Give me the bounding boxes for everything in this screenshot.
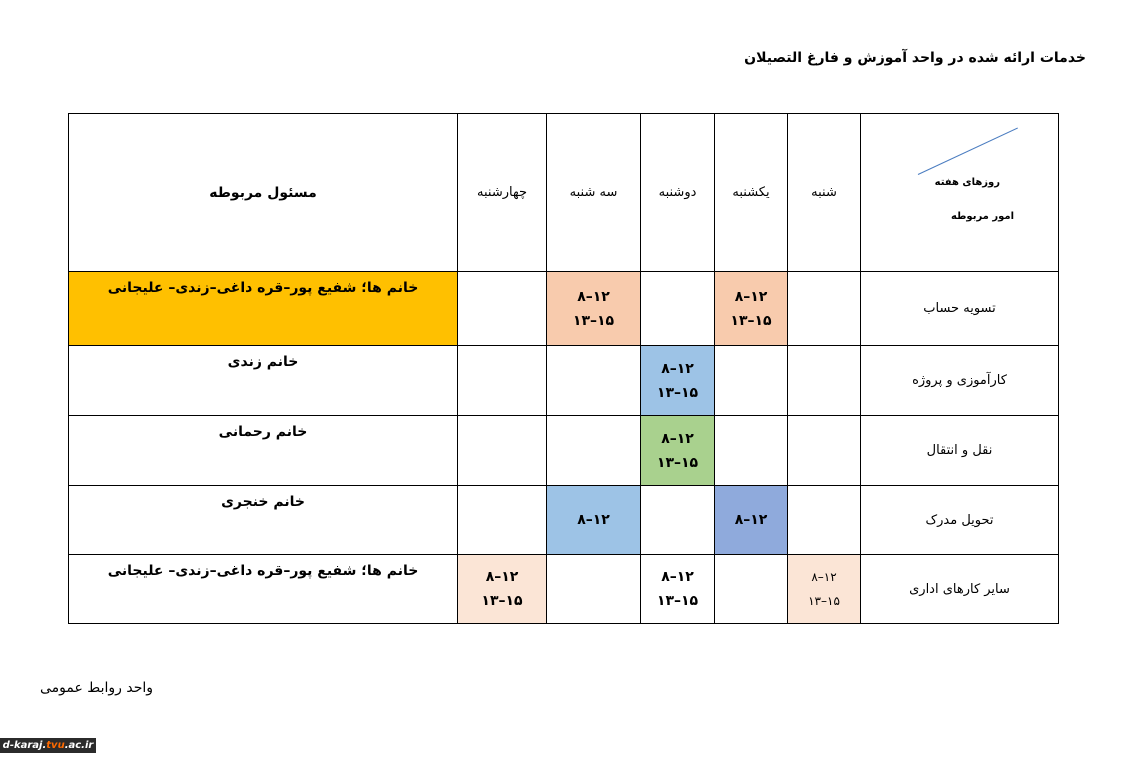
slot-time-2: ۱۵–۱۳ xyxy=(730,312,772,329)
watermark-prefix: d-karaj. xyxy=(2,740,47,751)
slot-other-sun xyxy=(714,554,788,624)
slot-time-1: ۱۲–۸ xyxy=(661,569,694,585)
day-header-tue: سه شنبه xyxy=(546,113,641,272)
responsible-cell-other: خانم ها؛ شفیع پور–قره داغی–زندی– علیجانی xyxy=(68,554,458,624)
slot-transfer-tue xyxy=(546,415,641,486)
day-header-sat: شنبه xyxy=(787,113,861,272)
slot-time-2: ۱۵–۱۳ xyxy=(656,454,699,471)
task-cell-other: سایر کارهای اداری xyxy=(860,554,1059,624)
responsible-cell-internship: خانم زندی xyxy=(68,345,458,416)
watermark-suffix: .ac.ir xyxy=(64,740,94,751)
slot-transfer-wed xyxy=(457,415,547,486)
responsible-cell-transfer: خانم رحمانی xyxy=(68,415,458,486)
slot-time-1: ۱۲–۸ xyxy=(661,360,694,377)
page-title: خدمات ارائه شده در واحد آموزش و فارغ التصیلان xyxy=(744,50,1086,66)
slot-time-1: ۱۲–۸ xyxy=(485,569,519,585)
slot-internship-mon xyxy=(640,345,715,416)
watermark-accent: tvu xyxy=(46,740,65,751)
day-header-wed: چهارشنبه xyxy=(457,113,547,272)
site-watermark xyxy=(0,738,96,753)
slot-certificate-tue xyxy=(546,485,641,555)
responsible-cell-settlement: خانم ها؛ شفیع پور–قره داغی–زندی– علیجانی xyxy=(68,271,458,346)
slot-time-1: ۱۲–۸ xyxy=(577,288,610,305)
corner-diagonal-line xyxy=(918,128,1018,175)
slot-transfer-sun xyxy=(714,415,788,486)
slot-time-2: ۱۵–۱۳ xyxy=(808,594,840,608)
slot-internship-sat xyxy=(787,345,861,416)
slot-time-2: ۱۵–۱۳ xyxy=(656,384,699,401)
corner-header-cell xyxy=(860,113,1059,272)
schedule-table xyxy=(69,114,1060,625)
slot-time-1: ۱۲–۸ xyxy=(734,512,768,528)
task-cell-internship: کارآموزی و پروژه xyxy=(860,345,1059,416)
slot-other-tue xyxy=(546,554,641,624)
footer-signature: واحد روابط عمومی xyxy=(40,680,153,696)
slot-certificate-sat xyxy=(787,485,861,555)
task-cell-settlement: تسویه حساب xyxy=(860,271,1059,346)
slot-time-1: ۱۲–۸ xyxy=(577,512,610,528)
slot-settlement-mon xyxy=(640,271,715,346)
day-header-mon: دوشنبه xyxy=(640,113,715,272)
slot-time-1: ۱۲–۸ xyxy=(734,288,768,305)
slot-other-sat xyxy=(787,554,861,624)
corner-tasks-label: امور مربوطه xyxy=(950,211,1014,222)
slot-time-2: ۱۵–۱۳ xyxy=(656,593,699,609)
slot-settlement-tue xyxy=(546,271,641,346)
slot-internship-wed xyxy=(457,345,547,416)
slot-certificate-mon xyxy=(640,485,715,555)
task-cell-transfer: نقل و انتقال xyxy=(860,415,1059,486)
slot-time-1: ۱۲–۸ xyxy=(811,570,837,584)
slot-certificate-wed xyxy=(457,485,547,555)
slot-transfer-sat xyxy=(787,415,861,486)
task-cell-certificate: تحویل مدرک xyxy=(860,485,1059,555)
day-header-sun: یکشنبه xyxy=(714,113,788,272)
corner-days-label: روزهای هفته xyxy=(934,177,1000,188)
slot-time-1: ۱۲–۸ xyxy=(661,430,694,447)
slot-settlement-wed xyxy=(457,271,547,346)
slot-time-2: ۱۵–۱۳ xyxy=(481,593,523,609)
slot-time-2: ۱۵–۱۳ xyxy=(572,312,615,329)
slot-transfer-mon xyxy=(640,415,715,486)
slot-internship-tue xyxy=(546,345,641,416)
responsible-header: مسئول مربوطه xyxy=(68,113,458,272)
slot-other-mon xyxy=(640,554,715,624)
slot-other-wed xyxy=(457,554,547,624)
slot-settlement-sun xyxy=(714,271,788,346)
responsible-cell-certificate: خانم خنجری xyxy=(68,485,458,555)
slot-settlement-sat xyxy=(787,271,861,346)
slot-internship-sun xyxy=(714,345,788,416)
slot-certificate-sun xyxy=(714,485,788,555)
